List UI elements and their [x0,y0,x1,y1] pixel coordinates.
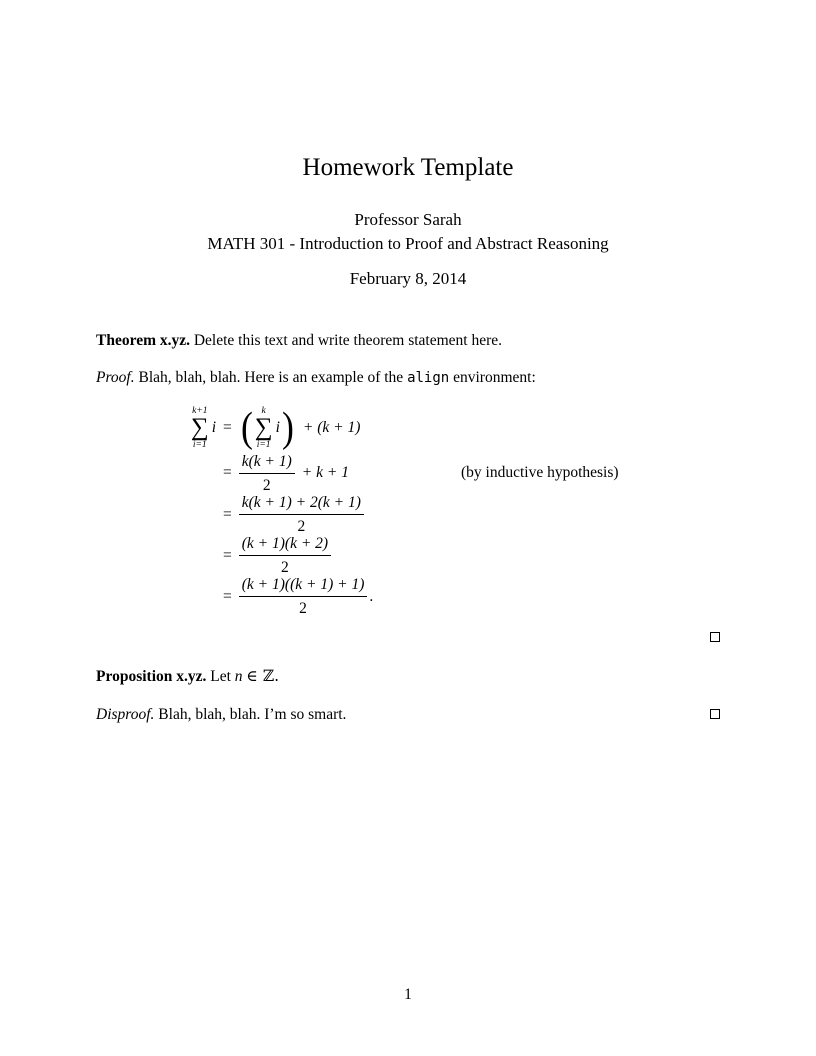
sum-lower-limit: i=1 [256,439,271,450]
theorem-label: Theorem x.yz. [96,332,190,349]
theorem-body: Delete this text and write theorem statement here. [193,332,503,349]
fraction [239,453,295,494]
qed-box-icon [710,709,720,719]
proof-label: Proof. [96,369,135,387]
disproof-paragraph [96,705,720,724]
proof-body-text: Blah, blah, blah. Here is an example of the [138,369,404,387]
fraction-denominator: 2 [239,473,295,494]
fraction-denominator: 2 [239,514,364,535]
theorem-paragraph [96,331,720,350]
sigma-icon: ∑ [254,414,273,441]
fraction [239,535,331,576]
equation-align-block [180,403,720,617]
proof-body-text-after: environment: [453,369,536,387]
equation-rhs [223,406,360,451]
equation-lhs [180,406,216,451]
proof-paragraph [96,368,720,388]
proposition-body-text: Let [210,668,231,686]
equation-period: . [369,587,374,605]
fraction-numerator: k(k + 1) + 2(k + 1) [241,493,361,511]
sigma-icon: ∑ [190,414,209,441]
equation-tail: + k + 1 [301,464,349,482]
document-title: Homework Template [302,154,514,181]
proof-qed-line [96,632,720,642]
author-name: Professor Sarah [354,210,462,229]
equation-rhs [223,494,364,535]
proposition-variable: n [234,668,243,686]
fraction-denominator: 2 [239,555,331,576]
fraction-numerator: (k + 1)(k + 2) [241,535,329,553]
equals-sign: = [223,587,232,605]
align-code-keyword: align [407,370,450,387]
fraction-denominator: 2 [239,596,368,617]
summand-variable: i [275,418,280,436]
equation-line-1 [180,403,720,453]
outer-summation-symbol [191,406,209,451]
disproof-text [96,705,346,724]
sum-upper-limit: k [261,405,266,416]
equals-sign: = [223,418,232,436]
equals-sign: = [223,505,232,523]
equation-line-4 [180,535,720,576]
summand-variable: i [211,418,216,436]
equals-sign: = [223,546,232,564]
fraction [239,494,364,535]
close-paren: ) [281,404,294,451]
equation-line-2 [180,453,720,494]
page-number: 1 [404,986,412,1003]
page-content [96,0,720,724]
fraction-numerator: k(k + 1) [241,452,292,470]
disproof-label: Disproof. [96,705,155,723]
fraction-numerator: (k + 1)((k + 1) + 1) [241,576,365,594]
inner-summation-symbol [255,406,273,451]
proposition-body-after: ∈ ℤ. [246,667,280,686]
equation-tail: + (k + 1) [302,418,361,436]
equation-rhs [223,535,331,576]
proposition-label: Proposition x.yz. [96,668,207,686]
equals-sign: = [223,464,232,482]
equation-line-5 [180,576,720,617]
equation-rhs [223,453,349,494]
qed-box-icon [710,632,720,642]
fraction [239,576,368,617]
equation-rhs [223,576,373,617]
proposition-paragraph [96,667,720,686]
sum-lower-limit: i=1 [192,439,207,450]
inductive-hypothesis-note: (by inductive hypothesis) [461,464,619,482]
course-title: MATH 301 - Introduction to Proof and Abstract Reasoning [207,234,609,253]
author-block [96,208,720,256]
disproof-body: Blah, blah, blah. I’m so smart. [158,705,347,723]
equation-line-3 [180,494,720,535]
sum-upper-limit: k+1 [192,405,208,416]
open-paren: ( [240,404,253,451]
document-date: February 8, 2014 [349,269,467,288]
